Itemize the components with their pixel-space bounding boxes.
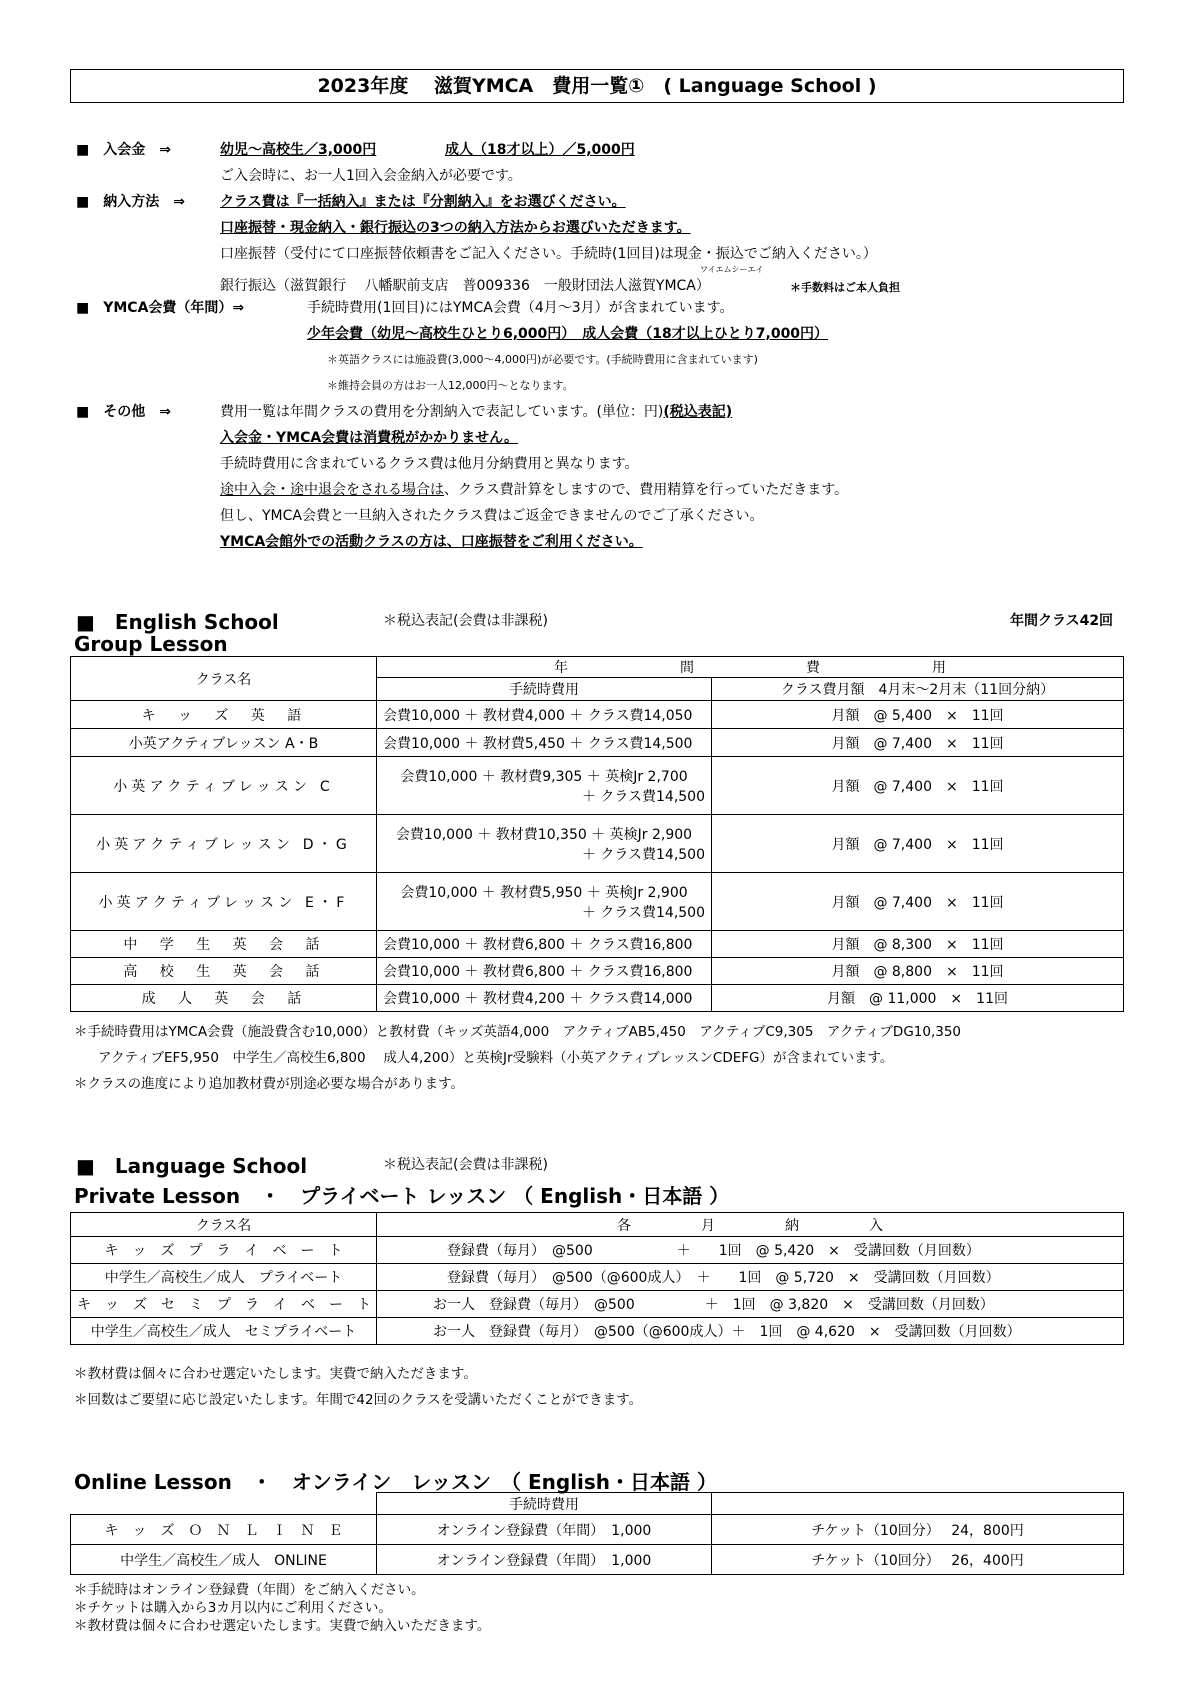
class-name: キ ッ ズ プ ラ イ ベ ー ト	[71, 1237, 377, 1264]
online-note-1: ＊手続時はオンライン登録費（年間）をご納入ください。	[74, 1582, 425, 1598]
bank-fee-note: ＊手数料はご本人負担	[790, 281, 900, 294]
language-school-heading: ■ Language School	[76, 1154, 308, 1178]
ticket-price: チケット（10回分） 26，400円	[712, 1545, 1124, 1575]
group-lesson-heading: Group Lesson	[74, 632, 228, 656]
initial-fee: 会費10,000 ＋ 教材費5,450 ＋ クラス費14,500	[377, 729, 712, 757]
payment-line-3: 口座振替（受付にて口座振替依頼書をご記入ください。手続時(1回目)は現金・振込でご納入ください。）	[220, 246, 877, 262]
table-row	[71, 931, 1124, 958]
table-row	[71, 729, 1124, 757]
class-name: 中学生／高校生／成人 プライベート	[71, 1264, 377, 1291]
monthly-fee: お一人 登録費（毎月） @500 ＋ 1回 @ 3,820 × 受講回数（月回数）	[377, 1291, 1124, 1318]
monthly-fee: 月額 @ 8,300 × 11回	[712, 931, 1124, 958]
initial-fee: 会費10,000 ＋ 教材費6,800 ＋ クラス費16,800	[377, 931, 712, 958]
ticket-price: チケット（10回分） 24，800円	[712, 1515, 1124, 1545]
class-name: キ ッ ズ セ ミ プ ラ イ ベ ー ト	[71, 1291, 377, 1318]
private-lesson-heading: Private Lesson ・ プライベート レッスン （ English・日本語 ）	[74, 1184, 730, 1208]
admission-child-fee: 幼児～高校生／3,000円	[220, 142, 377, 158]
class-name: 中学生／高校生／成人 ONLINE	[71, 1545, 377, 1575]
page-title: 2023年度 滋賀YMCA 費用一覧① ( Language School )	[70, 69, 1124, 103]
class-name: 小英アクティブレッスン D・G	[71, 815, 377, 873]
class-name: 小英アクティブレッスン C	[71, 757, 377, 815]
private-lesson-table	[70, 1212, 1124, 1345]
table-row	[71, 1237, 1124, 1264]
english-school-heading: ■ English School	[76, 610, 279, 634]
other-line-5: 但し、YMCA会費と一旦納入されたクラス費はご返金できませんのでご了承ください。	[220, 508, 764, 524]
monthly-fee: 月額 @ 7,400 × 11回	[712, 729, 1124, 757]
header-class-name: クラス名	[71, 657, 377, 701]
initial-fee: 会費10,000 ＋ 教材費6,800 ＋ クラス費16,800	[377, 958, 712, 985]
registration-fee: オンライン登録費（年間） 1,000	[377, 1545, 712, 1575]
header-initial-fee: 手続時費用	[377, 1493, 712, 1515]
admission-note: ご入会時に、お一人1回入会金納入が必要です。	[220, 168, 522, 184]
membership-note-2: ＊維持会員の方はお一人12,000円～となります。	[327, 379, 574, 392]
english-note-3: ＊クラスの進度により追加教材費が別途必要な場合があります。	[74, 1076, 465, 1092]
membership-line-1: 手続時費用(1回目)にはYMCA会費（4月～3月）が含まれています。	[307, 300, 734, 316]
class-name: 小英アクティブレッスン A・B	[71, 729, 377, 757]
online-lesson-heading: Online Lesson ・ オンライン レッスン （ English・日本語 ）	[74, 1470, 718, 1494]
membership-line-2: 少年会費（幼児～高校生ひとり6,000円） 成人会費（18才以上ひとり7,000円）	[307, 326, 829, 342]
table-row	[71, 1545, 1124, 1575]
other-line-1: 費用一覧は年間クラスの費用を分割納入で表記しています。(単位：円)(税込表記)	[220, 404, 733, 420]
initial-fee: 会費10,000 ＋ 教材費5,950 ＋ 英検Jr 2,900 ＋ クラス費14,500	[377, 873, 712, 931]
table-row	[71, 985, 1124, 1012]
payment-line-1: クラス費は『一括納入』または『分割納入』をお選びください。	[220, 194, 626, 210]
online-note-2: ＊チケットは購入から3カ月以内にご利用ください。	[74, 1600, 392, 1616]
private-note-1: ＊教材費は個々に合わせ選定いたします。実費で納入ただきます。	[74, 1366, 477, 1382]
payment-line-2: 口座振替・現金納入・銀行振込の3つの納入方法からお選びいただきます。	[220, 220, 691, 236]
other-line-6: YMCA会館外での活動クラスの方は、口座振替をご利用ください。	[220, 534, 643, 550]
online-note-3: ＊教材費は個々に合わせ選定いたします。実費で納入いただきます。	[74, 1618, 491, 1634]
table-row	[71, 1264, 1124, 1291]
online-lesson-table	[70, 1492, 1124, 1575]
other-line-4: 途中入会・途中退会をされる場合は、クラス費計算をしますので、費用精算を行っていただきます。	[220, 482, 849, 498]
english-note-2: アクティブEF5,950 中学生／高校生6,800 成人4,200）と英検Jr受験料（小英アクティブレッスンCDEFG）が含まれています。	[98, 1050, 894, 1066]
bank-line: 銀行振込（滋賀銀行 八幡駅前支店 普009336 一般財団法人滋賀YMCA）	[220, 278, 710, 294]
english-note-1: ＊手続時費用はYMCA会費（施設費含む10,000）と教材費（キッズ英語4,000 アクティブAB5,450 アクティブC9,305 アクティブDG10,350	[74, 1024, 962, 1040]
payment-label: ■ 納入方法 ⇒	[76, 194, 185, 210]
table-row	[71, 815, 1124, 873]
header-monthly-payment: 各 月 納 入	[377, 1213, 1124, 1237]
class-name: 中学生／高校生／成人 セミプライベート	[71, 1318, 377, 1345]
monthly-fee: 月額 @ 7,400 × 11回	[712, 873, 1124, 931]
header-annual-fee: 年 間 費 用	[377, 657, 1124, 678]
admission-adult-fee: 成人（18才以上）／5,000円	[445, 142, 635, 158]
monthly-fee: 登録費（毎月） @500（@600成人） ＋ 1回 @ 5,720 × 受講回数（月回数）	[377, 1264, 1124, 1291]
monthly-fee: 月額 @ 5,400 × 11回	[712, 701, 1124, 729]
class-name: キ ッ ズ Ｏ Ｎ Ｌ Ｉ Ｎ Ｅ	[71, 1515, 377, 1545]
header-initial-fee: 手続時費用	[377, 678, 712, 701]
class-name: 小英アクティブレッスン E・F	[71, 873, 377, 931]
membership-label: ■ YMCA会費（年間）⇒	[76, 300, 245, 316]
table-row	[71, 958, 1124, 985]
admission-label: ■ 入会金 ⇒	[76, 142, 171, 158]
other-line-2: 入会金・YMCA会費は消費税がかかりません。	[220, 430, 519, 446]
initial-fee: 会費10,000 ＋ 教材費9,305 ＋ 英検Jr 2,700 ＋ クラス費14,500	[377, 757, 712, 815]
class-name: 高 校 生 英 会 話	[71, 958, 377, 985]
class-name: キ ッ ズ 英 語	[71, 701, 377, 729]
monthly-fee: 月額 @ 11,000 × 11回	[712, 985, 1124, 1012]
bank-ruby: ワイエムシーエイ	[700, 265, 764, 274]
english-tax-note: ＊税込表記(会費は非課税)	[383, 613, 548, 629]
header-monthly-fee: クラス費月額 4月末～2月末（11回分納）	[712, 678, 1124, 701]
private-note-2: ＊回数はご要望に応じ設定いたします。年間で42回のクラスを受講いただくことができます。	[74, 1392, 643, 1408]
initial-fee: 会費10,000 ＋ 教材費4,000 ＋ クラス費14,050	[377, 701, 712, 729]
class-name: 成 人 英 会 話	[71, 985, 377, 1012]
language-tax-note: ＊税込表記(会費は非課税)	[383, 1157, 548, 1173]
monthly-fee: 月額 @ 7,400 × 11回	[712, 815, 1124, 873]
table-row	[71, 1291, 1124, 1318]
table-row	[71, 1318, 1124, 1345]
header-class-name: クラス名	[71, 1213, 377, 1237]
registration-fee: オンライン登録費（年間） 1,000	[377, 1515, 712, 1545]
table-row	[71, 701, 1124, 729]
other-line-3: 手続時費用に含まれているクラス費は他月分納費用と異なります。	[220, 456, 639, 472]
monthly-fee: お一人 登録費（毎月） @500（@600成人）＋ 1回 @ 4,620 × 受講回数（月回数）	[377, 1318, 1124, 1345]
table-row	[71, 757, 1124, 815]
initial-fee: 会費10,000 ＋ 教材費4,200 ＋ クラス費14,000	[377, 985, 712, 1012]
table-row	[71, 1515, 1124, 1545]
initial-fee: 会費10,000 ＋ 教材費10,350 ＋ 英検Jr 2,900 ＋ クラス費14,500	[377, 815, 712, 873]
annual-class-count: 年間クラス42回	[1010, 613, 1114, 629]
other-label: ■ その他 ⇒	[76, 404, 171, 420]
monthly-fee: 登録費（毎月） @500 ＋ 1回 @ 5,420 × 受講回数（月回数）	[377, 1237, 1124, 1264]
class-name: 中 学 生 英 会 話	[71, 931, 377, 958]
monthly-fee: 月額 @ 8,800 × 11回	[712, 958, 1124, 985]
group-lesson-table	[70, 656, 1124, 1012]
membership-note-1: ＊英語クラスには施設費(3,000～4,000円)が必要です。(手続時費用に含まれています)	[327, 353, 758, 366]
table-row	[71, 873, 1124, 931]
monthly-fee: 月額 @ 7,400 × 11回	[712, 757, 1124, 815]
